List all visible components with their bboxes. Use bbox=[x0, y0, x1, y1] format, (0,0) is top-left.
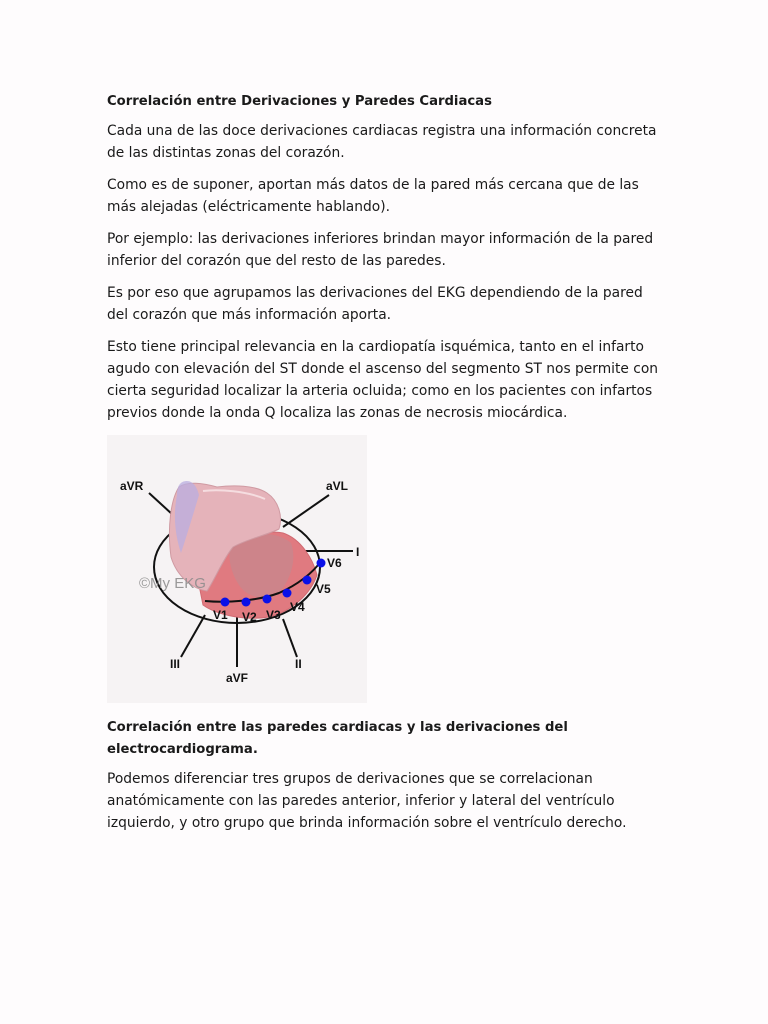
electrode-v3 bbox=[263, 595, 272, 604]
ii-lead-line bbox=[283, 619, 297, 657]
electrode-v5 bbox=[303, 576, 312, 585]
paragraph-4: Es por eso que agrupamos las derivaciones del EKG dependiendo de la pared del corazón que más información aporta. bbox=[107, 285, 643, 323]
section-heading-paredes-derivaciones: Correlación entre las paredes cardiacas y las derivaciones del electrocardiograma. bbox=[107, 720, 568, 757]
label-iii: III bbox=[170, 657, 181, 671]
paragraph-1: Cada una de las doce derivaciones cardiacas registra una información concreta de las distintas zonas del corazón. bbox=[107, 123, 657, 161]
label-avf: aVF bbox=[226, 671, 249, 685]
label-v4: V4 bbox=[290, 600, 305, 614]
ekg-leads-heart-diagram bbox=[107, 435, 367, 703]
label-avr: aVR bbox=[120, 479, 144, 493]
label-v1: V1 bbox=[213, 608, 228, 622]
avr-lead-line bbox=[149, 493, 173, 515]
label-v3: V3 bbox=[266, 608, 281, 622]
avl-lead-line bbox=[283, 495, 329, 527]
paragraph-3: Por ejemplo: las derivaciones inferiores brindan mayor información de la pared inferior del corazón que del resto de las paredes. bbox=[107, 231, 654, 269]
paragraph-6: Podemos diferenciar tres grupos de derivaciones que se correlacionan anatómicamente con las paredes anterior, inferior y lateral del ventrículo izquierdo, y otro grupo que brinda información sobre el ventrículo derecho. bbox=[107, 771, 627, 831]
electrode-v6 bbox=[317, 559, 326, 568]
document-content bbox=[107, 91, 667, 844]
label-ii: II bbox=[295, 657, 302, 671]
section-heading-derivaciones-paredes: Correlación entre Derivaciones y Paredes Cardiacas bbox=[107, 94, 492, 109]
electrode-v4 bbox=[283, 589, 292, 598]
electrode-v1 bbox=[221, 598, 230, 607]
paragraph-5: Esto tiene principal relevancia en la cardiopatía isquémica, tanto en el infarto agudo con elevación del ST donde el ascenso del segmento ST nos permite con cierta seguridad localizar la arteria ocluida; como en los pacientes con infartos previos donde la onda Q localiza las zonas de necrosis miocárdica. bbox=[107, 339, 659, 421]
watermark-text: ©My EKG bbox=[139, 575, 206, 592]
label-i: I bbox=[356, 545, 360, 559]
label-avl: aVL bbox=[326, 479, 349, 493]
paragraph-2: Como es de suponer, aportan más datos de la pared más cercana que de las más alejadas (eléctricamente hablando). bbox=[107, 177, 639, 215]
label-v6: V6 bbox=[327, 556, 342, 570]
label-v5: V5 bbox=[316, 582, 331, 596]
iii-lead-line bbox=[181, 615, 205, 657]
heart-diagram-svg bbox=[107, 435, 367, 703]
label-v2: V2 bbox=[242, 610, 257, 624]
electrode-v2 bbox=[242, 598, 251, 607]
